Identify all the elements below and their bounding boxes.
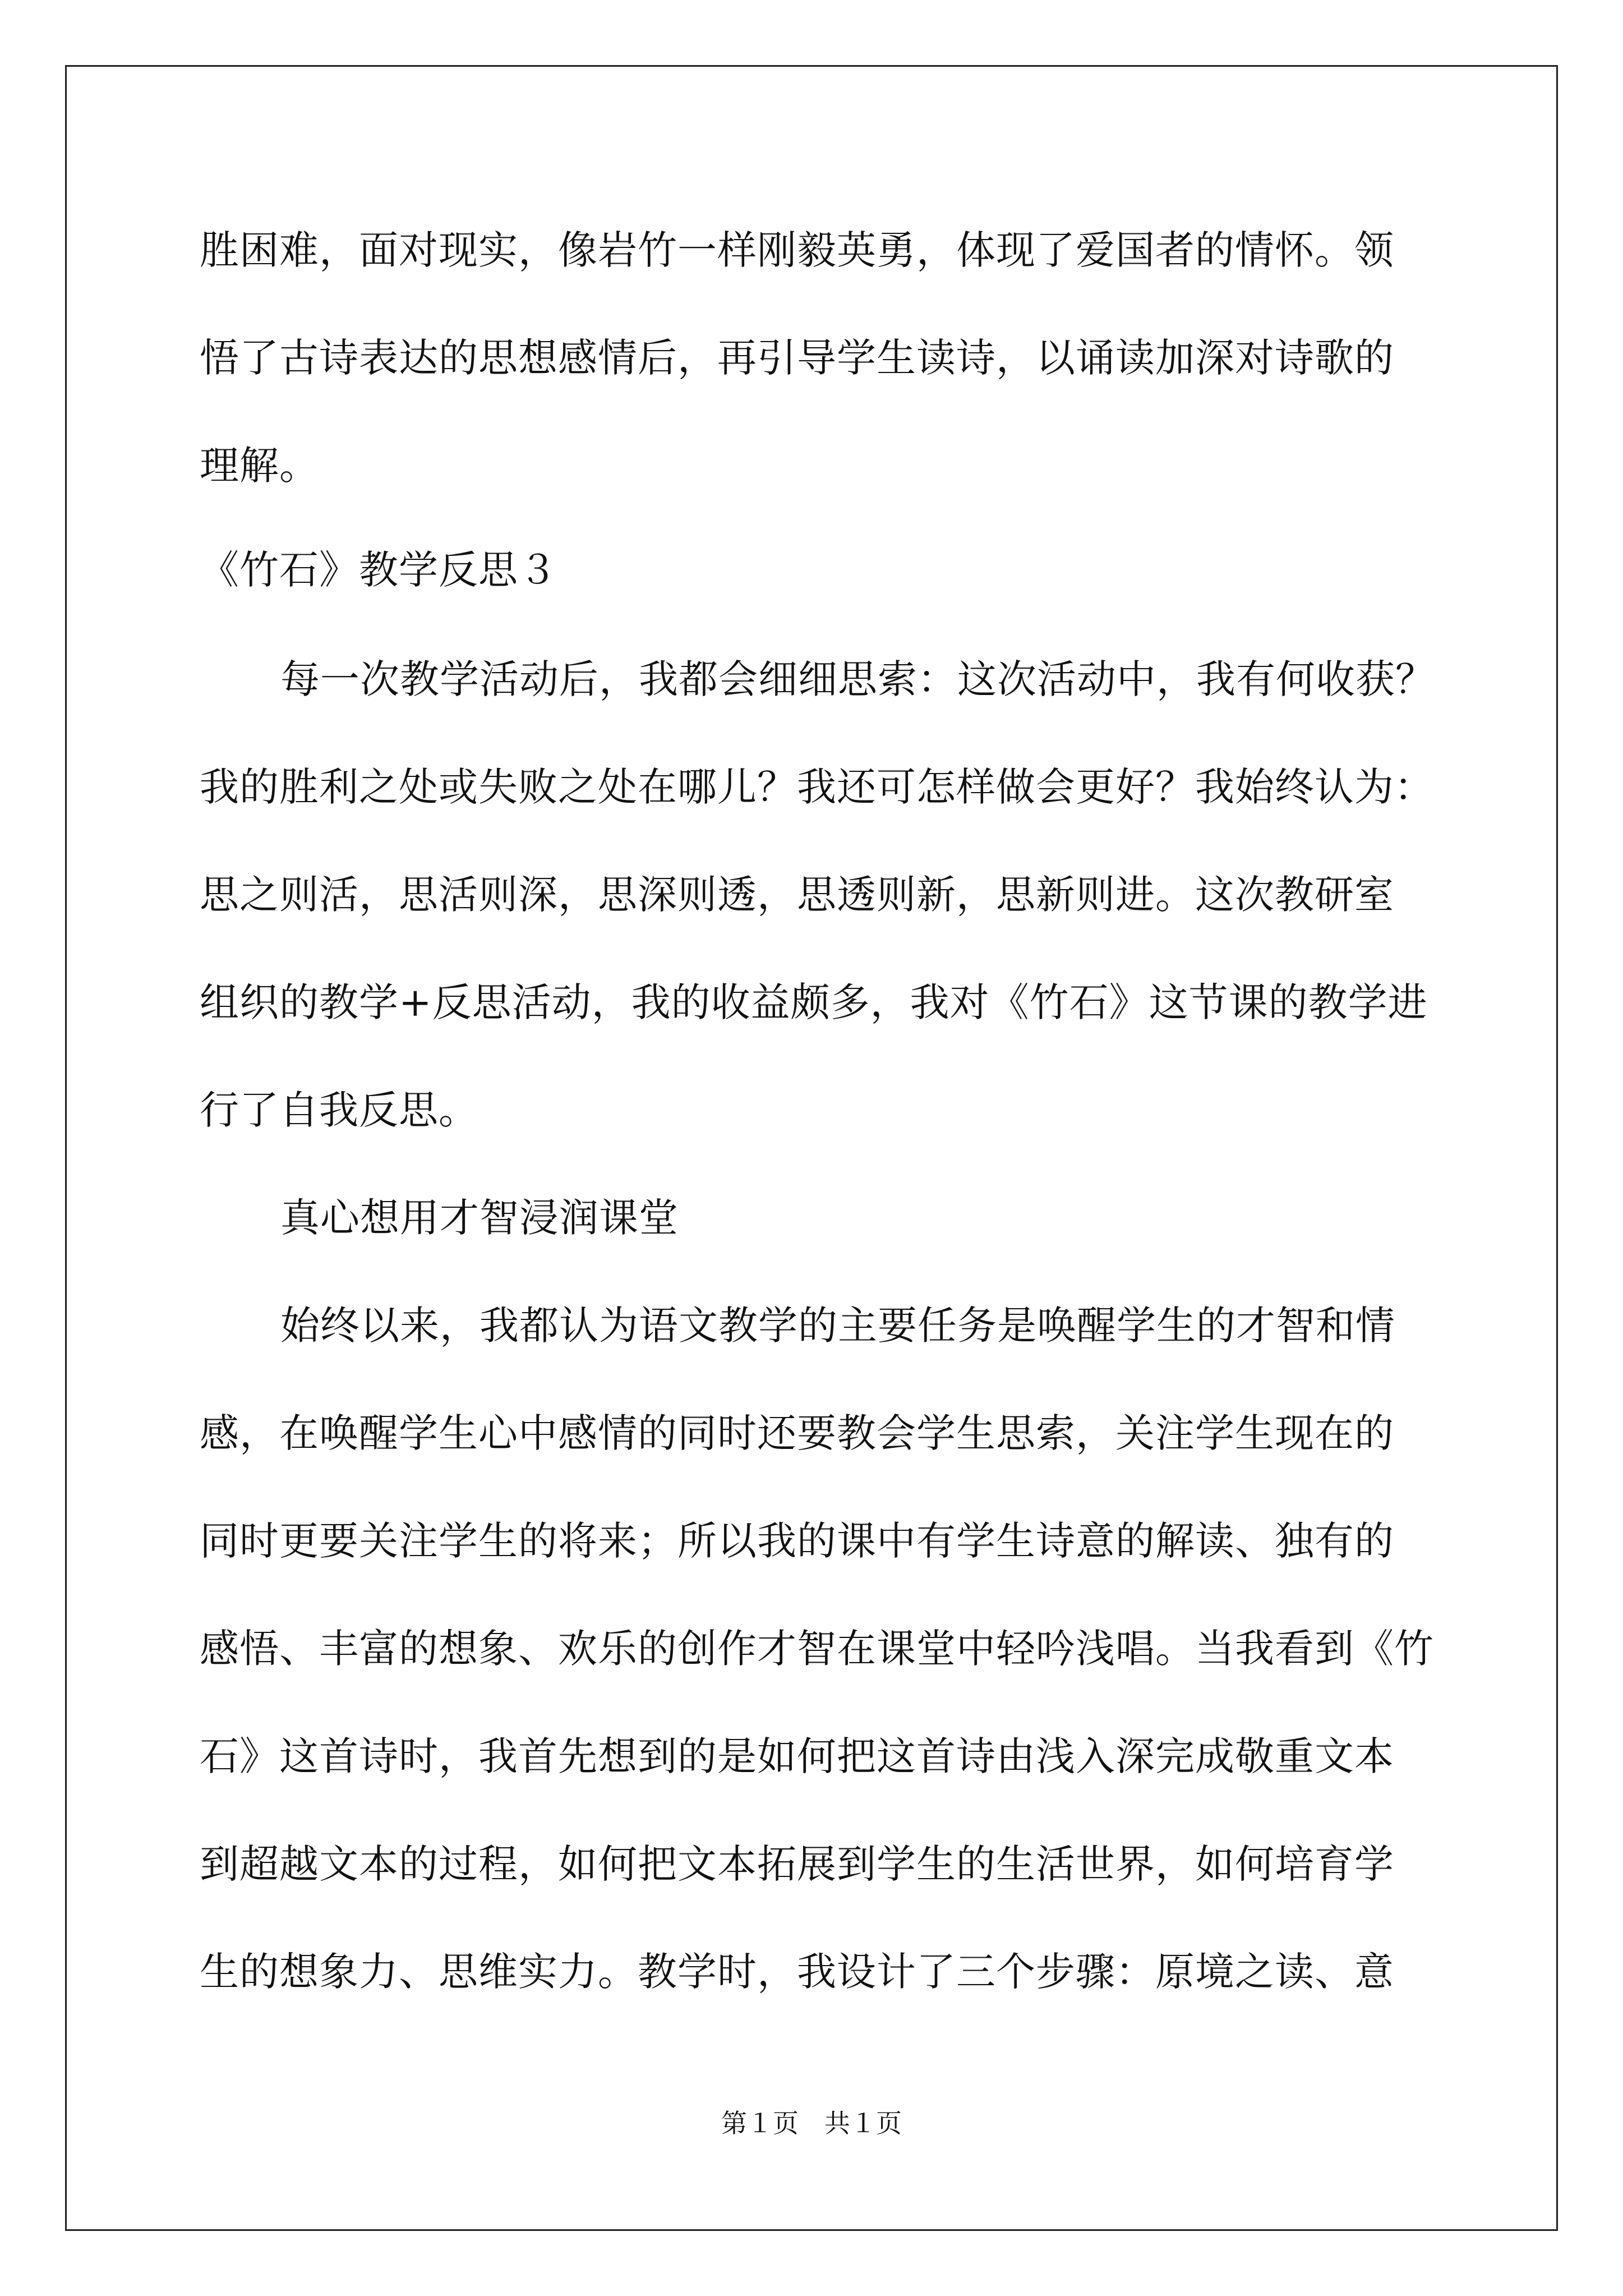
text-line: 理解。 — [200, 443, 319, 489]
text-line: 感，在唤醒学生心中感情的同时还要教会学生思索，关注学生现在的 — [200, 1410, 1394, 1456]
text-line: 同时更要关注学生的将来；所以我的课中有学生诗意的解读、独有的 — [200, 1518, 1394, 1564]
text-line: 生的想象力、思维实力。教学时，我设计了三个步骤：原境之读、意 — [200, 1949, 1394, 1995]
text-line: 每一次教学活动后，我都会细细思索：这次活动中，我有何收获？ — [280, 656, 1435, 702]
text-line: 我的胜利之处或失败之处在哪儿？我还可怎样做会更好？我始终认为： — [200, 764, 1434, 810]
text-line: 行了自我反思。 — [200, 1087, 478, 1133]
text-line: 悟了古诗表达的思想感情后，再引导学生读诗，以诵读加深对诗歌的 — [200, 335, 1394, 381]
text-line: 石》这首诗时，我首先想到的是如何把这首诗由浅入深完成敬重文本 — [200, 1733, 1394, 1779]
text-line: 到超越文本的过程，如何把文本拓展到学生的生活世界，如何培育学 — [200, 1841, 1394, 1887]
text-line: 思之则活，思活则深，思深则透，思透则新，思新则进。这次教研室 — [200, 872, 1394, 918]
section-heading: 《竹石》教学反思３ — [200, 547, 558, 593]
text-line: 胜困难，面对现实，像岩竹一样刚毅英勇，体现了爱国者的情怀。领 — [200, 227, 1394, 273]
page-number-footer: 第１页 共１页 — [721, 2108, 902, 2138]
text-line: 组织的教学+反思活动，我的收益颇多，我对《竹石》这节课的教学进 — [200, 979, 1428, 1025]
text-line: 感悟、丰富的想象、欢乐的创作才智在课堂中轻吟浅唱。当我看到《竹 — [200, 1626, 1434, 1672]
page-border — [65, 65, 1558, 2231]
text-line: 始终以来，我都认为语文教学的主要任务是唤醒学生的才智和情 — [280, 1303, 1395, 1349]
subheading: 真心想用才智浸润课堂 — [280, 1195, 679, 1241]
